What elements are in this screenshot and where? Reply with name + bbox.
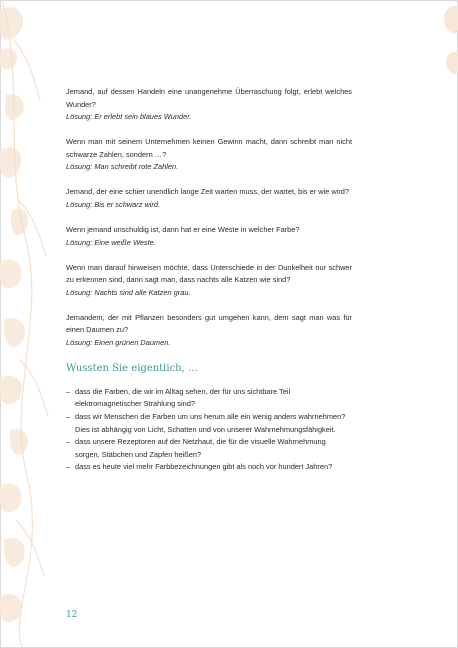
riddle-6 <box>66 312 352 350</box>
riddle-question: Wenn man darauf hinweisen möchte, dass Unterschiede in der Dunkelheit nur schwer zu erkennen sind, dann sagt man, dass nachts alle Katzen wie sind? <box>66 262 352 285</box>
fact-text: dass es heute viel mehr Farbbezeichnungen gibt als noch vor hundert Jahren? <box>75 462 333 472</box>
riddle-question: Jemand, der eine schier unendlich lange Zeit warten muss, der wartet, bis er wie wird? <box>66 187 350 197</box>
fact-bullet: – <box>66 462 71 472</box>
fact-item <box>66 386 352 411</box>
fact-bullet: – <box>66 437 71 447</box>
fact-item <box>66 436 352 461</box>
riddle-question: Wenn jemand unschuldig ist, dann hat er eine Weste in welcher Farbe? <box>66 224 300 234</box>
fact-item <box>66 461 352 474</box>
fact-item <box>66 411 352 436</box>
riddle-answer: Lösung: Nachts sind alle Katzen grau. <box>66 287 191 297</box>
facts-list <box>66 386 352 474</box>
riddle-answer: Lösung: Einen grünen Daumen. <box>66 337 171 347</box>
riddle-3 <box>66 186 352 211</box>
riddle-question: Wenn man mit seinem Unternehmen keinen Gewinn macht, dann schreibt man nicht schwarze Zahlen, sondern …? <box>66 137 352 159</box>
riddle-answer: Lösung: Er erlebt sein blaues Wunder. <box>66 112 192 122</box>
fact-text: dass wir Menschen die Farben um uns herum alle ein wenig anders wahrnehmen? Dies ist abhängig von Licht, Schatten und von unserer Wahrnehmungsfähigkeit. <box>75 412 346 434</box>
floral-ornament-icon <box>0 0 60 648</box>
fact-text: dass unsere Rezeptoren auf der Netzhaut, die für die visuelle Wahrnehmung sorgen, Stäbchen und Zapfen heißen? <box>75 437 326 459</box>
fact-bullet: – <box>66 386 71 396</box>
riddle-5 <box>66 262 352 300</box>
riddle-4 <box>66 224 352 249</box>
floral-ornament-icon <box>434 0 458 110</box>
riddle-answer: Lösung: Bis er schwarz wird. <box>66 199 161 209</box>
page-number: 12 <box>66 610 78 620</box>
text-content <box>66 86 352 474</box>
fact-bullet: – <box>66 412 71 422</box>
riddle-answer: Lösung: Eine weiße Weste. <box>66 237 156 247</box>
section-heading: Wussten Sie eigentlich, … <box>66 362 198 374</box>
riddle-2 <box>66 136 352 174</box>
fact-text: dass die Farben, die wir im Alltag sehen, der für uns sichtbare Teil elektromagnetischer Strahlung sind? <box>75 386 291 409</box>
riddle-question: Jemandem, der mit Pflanzen besonders gut umgehen kann, dem sagt man was für einen Daumen zu? <box>66 312 352 335</box>
riddle-question: Jemand, auf dessen Handeln eine unangenehme Überraschung folgt, erlebt welches Wunder? <box>66 87 352 109</box>
riddle-answer: Lösung: Man schreibt rote Zahlen. <box>66 162 179 172</box>
riddle-1 <box>66 86 352 124</box>
